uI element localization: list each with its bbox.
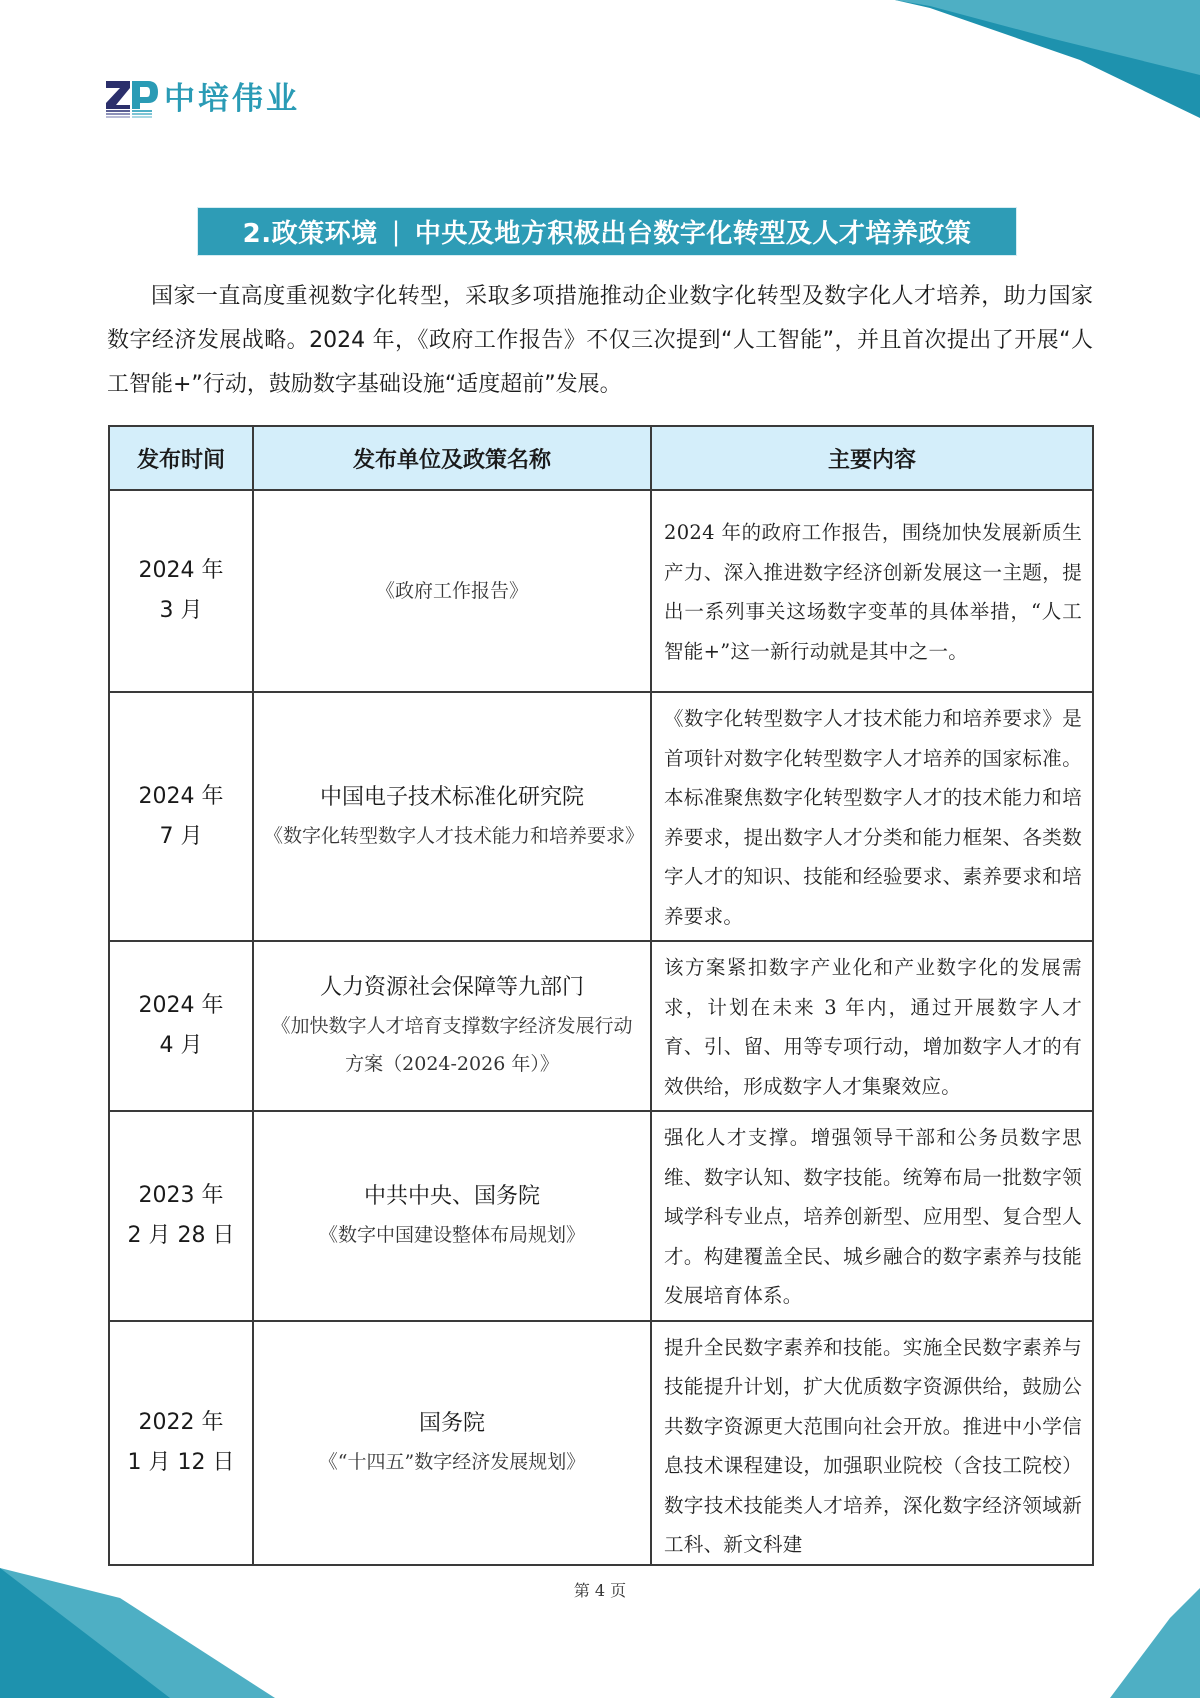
section-title-banner: [198, 208, 1016, 255]
release-date: [109, 1111, 253, 1321]
intro-paragraph: 国家一直高度重视数字化转型，采取多项措施推动企业数字化转型及数字化人才培养，助力国家数字经济发展战略。2024 年，《政府工作报告》不仅三次提到“人工智能”，并且首次提出了开展“人工智能+”行动，鼓励数字基础设施“适度超前”发展。: [107, 284, 1093, 397]
table-row: [109, 490, 1093, 692]
policy-name: 《加快数字人才培育支撑数字经济发展行动方案（2024-2026 年）》: [271, 1015, 633, 1075]
table-row: [109, 941, 1093, 1111]
issuer-cell: [253, 1321, 651, 1565]
policy-table: [108, 425, 1094, 1566]
release-date: [109, 941, 253, 1111]
table-row: [109, 1321, 1093, 1565]
company-name: 中培伟业: [164, 81, 300, 117]
table-row: [109, 692, 1093, 941]
issuer-cell: [253, 692, 651, 941]
section-subtitle: 中央及地方积极出台数字化转型及人才培养政策: [414, 219, 972, 249]
column-header-date: 发布时间: [109, 426, 253, 490]
date-day: 1 月 12 日: [127, 1449, 235, 1475]
policy-content-cell: [651, 1321, 1093, 1565]
release-date: [109, 692, 253, 941]
date-day: 2 月 28 日: [127, 1222, 235, 1248]
issuing-organization: 中国电子技术标准化研究院: [319, 784, 584, 810]
policy-content: 强化人才支撑。增强领导干部和公务员数字思维、数字认知、数字技能。统筹布局一批数字领域学科专业点，培养创新型、应用型、复合型人才。构建覆盖全民、城乡融合的数字素养与技能发展培育体系。: [651, 1111, 1093, 1321]
policy-content: 该方案紧扣数字产业化和产业数字化的发展需求，计划在未来 3 年内，通过开展数字人才育、引、留、用等专项行动，增加数字人才的有效供给，形成数字人才集聚效应。: [651, 941, 1093, 1111]
column-header-issuer: 发布单位及政策名称: [253, 426, 651, 490]
policy-content: 2024 年的政府工作报告，围绕加快发展新质生产力、深入推进数字经济创新发展这一主题，提出一系列事关这场数字变革的具体举措，“人工智能+”这一新行动就是其中之一。: [651, 490, 1093, 692]
policy-content: 《数字化转型数字人才技术能力和培养要求》是首项针对数字化转型数字人才培养的国家标准。本标准聚焦数字化转型数字人才的技术能力和培养要求，提出数字人才分类和能力框架、各类数字人才的知识、技能和经验要求、素养要求和培养要求。: [651, 692, 1093, 941]
issuer-cell: [253, 490, 651, 692]
policy-name: 《数字化转型数字人才技术能力和培养要求》: [264, 824, 645, 847]
date-year: 2024 年: [138, 993, 224, 1018]
policy-name: 《政府工作报告》: [375, 580, 528, 602]
date-month: 3 月: [159, 598, 203, 623]
table-header-row: [109, 426, 1093, 490]
page-number: 第 4 页: [573, 1581, 627, 1600]
date-year: 2022 年: [138, 1409, 224, 1435]
zp-logo-icon: [106, 79, 158, 119]
date-year: 2023 年: [138, 1182, 224, 1208]
issuer-cell: [253, 941, 651, 1111]
column-header-content: 主要内容: [651, 426, 1093, 490]
date-year: 2024 年: [138, 783, 224, 809]
policy-content: 提升全民数字素养和技能。实施全民数字素养与技能提升计划，扩大优质数字资源供给，鼓励公共数字资源更大范围向社会开放。推进中小学信息技术课程建设，加强职业院校（含技工院校）数字技术技能类人才培养，深化数字经济领域新工科、新文科建: [664, 1335, 1082, 1556]
policy-name: 《数字中国建设整体布局规划》: [318, 1223, 585, 1246]
company-logo: [106, 79, 300, 119]
date-year: 2024 年: [138, 558, 224, 583]
policy-name: 《“十四五”数字经济发展规划》: [318, 1450, 586, 1473]
issuing-organization: 国务院: [418, 1410, 485, 1436]
date-month: 4 月: [159, 1033, 203, 1058]
table-row: [109, 1111, 1093, 1321]
release-date: [109, 490, 253, 692]
date-month: 7 月: [159, 823, 203, 849]
title-separator: |: [391, 216, 401, 247]
issuer-cell: [253, 1111, 651, 1321]
corner-triangle-decoration: [1110, 1588, 1200, 1698]
issuing-organization: 中共中央、国务院: [363, 1183, 540, 1209]
corner-wave-decoration: [780, 0, 1200, 130]
issuing-organization: 人力资源社会保障等九部门: [319, 975, 584, 1000]
release-date: [109, 1321, 253, 1565]
section-number-title: 2.政策环境: [242, 219, 378, 249]
